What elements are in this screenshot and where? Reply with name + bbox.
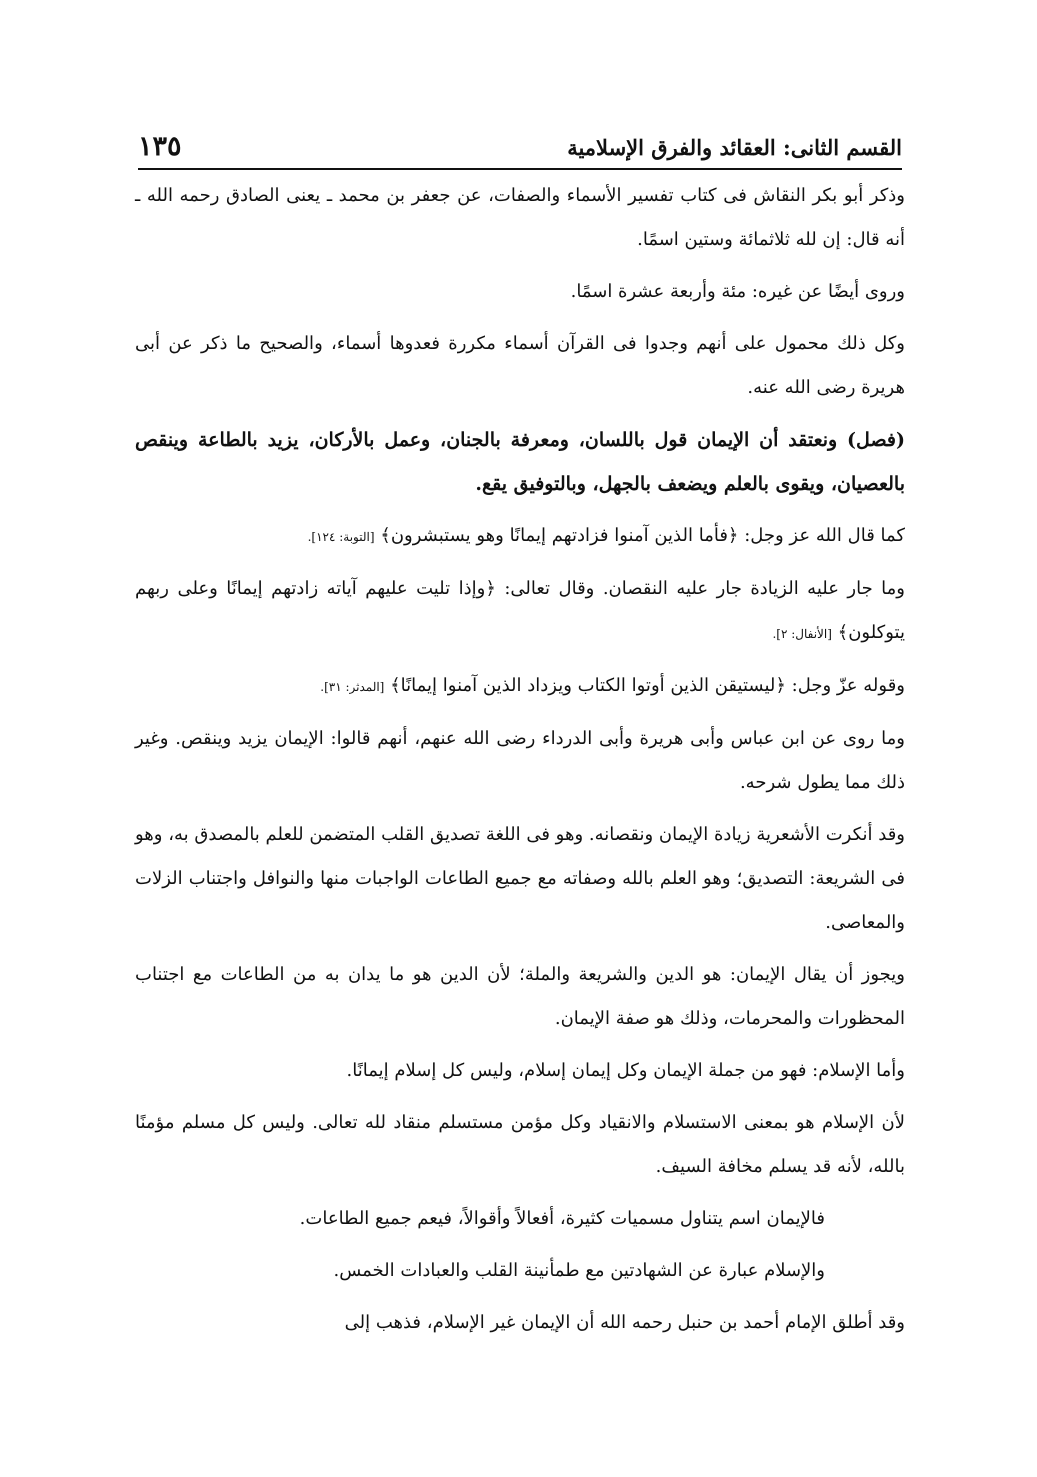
paragraph-naqqash	[135, 174, 905, 262]
paragraph-imam-ahmad	[135, 1301, 905, 1345]
paragraph-ashariyya	[135, 813, 905, 945]
page-header	[138, 118, 902, 170]
page-number: ١٣٥	[138, 131, 182, 162]
paragraph-text: وقد أطلق الإمام أحمد بن حنبل رحمه الله أن الإيمان غير الإسلام، فذهب إلى	[344, 1312, 905, 1333]
paragraph-din-sharia	[135, 953, 905, 1041]
paragraph-text: ويجوز أن يقال الإيمان: هو الدين والشريعة والملة؛ لأن الدين هو ما يدان به من الطاعات مع اجتناب المحظورات والمحرمات، وذلك هو صفة الإيمان.	[135, 964, 905, 1029]
paragraph-text: وذكر أبو بكر النقاش فى كتاب تفسير الأسماء والصفات، عن جعفر بن محمد ـ يعنى الصادق رحمه الله ـ أنه قال: إن لله ثلاثمائة وستين اسمًا.	[135, 185, 905, 250]
paragraph-fasl-iman	[135, 418, 905, 506]
paragraph-iman-name	[135, 1197, 905, 1241]
paragraph-quote-muddaththir	[135, 664, 905, 709]
paragraph-text: وكل ذلك محمول على أنهم وجدوا فى القرآن أسماء مكررة فعدوها أسماء، والصحيح ما ذكر عن أبى هريرة رضى الله عنه.	[135, 333, 905, 398]
section-title: القسم الثانى: العقائد والفرق الإسلامية	[567, 135, 902, 160]
paragraph-text: وروى أيضًا عن غيره: مئة وأربعة عشرة اسمًا.	[570, 281, 905, 302]
paragraph-text: وقوله عزّ وجل: ﴿ليستيقن الذين أوتوا الكتاب ويزداد الذين آمنوا إيمانًا﴾	[390, 675, 905, 696]
paragraph-text: فالإيمان اسم يتناول مسميات كثيرة، أفعالاً وأقوالاً، فيعم جميع الطاعات.	[299, 1208, 825, 1229]
paragraph-istislam	[135, 1101, 905, 1189]
paragraph-text: وأما الإسلام: فهو من جملة الإيمان وكل إيمان إسلام، وليس كل إسلام إيمانًا.	[346, 1060, 905, 1081]
paragraph-text: كما قال الله عز وجل: ﴿فأما الذين آمنوا فزادتهم إيمانًا وهو يستبشرون﴾	[380, 525, 905, 546]
paragraph-text: وما روى عن ابن عباس وأبى هريرة وأبى الدرداء رضى الله عنهم، أنهم قالوا: الإيمان يزيد وينقص. وغير ذلك مما يطول شرحه.	[135, 728, 905, 793]
paragraph-text: لأن الإسلام هو بمعنى الاستسلام والانقياد وكل مؤمن مستسلم منقاد لله تعالى. وليس كل مسلم مؤمنًا بالله، لأنه قد يسلم مخافة السيف.	[135, 1112, 905, 1177]
paragraph-quote-anfal	[135, 567, 905, 656]
verse-citation: [الأنفال: ٢].	[772, 627, 832, 641]
verse-citation: [التوبة: ١٢٤].	[307, 530, 375, 544]
page-body	[135, 174, 905, 1345]
paragraph-quote-tawbah	[135, 514, 905, 559]
verse-citation: [المدثر: ٣١].	[320, 680, 385, 694]
paragraph-islam-shahadatayn	[135, 1249, 905, 1293]
paragraph-islam-definition	[135, 1049, 905, 1093]
paragraph-text: (فصل) ونعتقد أن الإيمان قول باللسان، ومعرفة بالجنان، وعمل بالأركان، يزيد بالطاعة وينقص بالعصيان، ويقوى بالعلم ويضعف بالجهل، وبالتوفيق يقع.	[135, 429, 905, 495]
paragraph-repeated-names	[135, 322, 905, 410]
paragraph-text: وما جار عليه الزيادة جار عليه النقصان. وقال تعالى: ﴿وإذا تليت عليهم آياته زادتهم إيمانًا وعلى ربهم يتوكلون﴾	[135, 578, 905, 643]
paragraph-text: وقد أنكرت الأشعرية زيادة الإيمان ونقصانه. وهو فى اللغة تصديق القلب المتضمن للعلم بالمصدق به، وهو فى الشريعة: التصديق؛ وهو العلم بالله وصفاته مع جميع الطاعات الواجبات منها والنوافل واجتناب الزلات والمعاصى.	[135, 824, 905, 933]
paragraph-text: والإسلام عبارة عن الشهادتين مع طمأنينة القلب والعبادات الخمس.	[333, 1260, 825, 1281]
paragraph-companions	[135, 717, 905, 805]
paragraph-other-narration	[135, 270, 905, 314]
